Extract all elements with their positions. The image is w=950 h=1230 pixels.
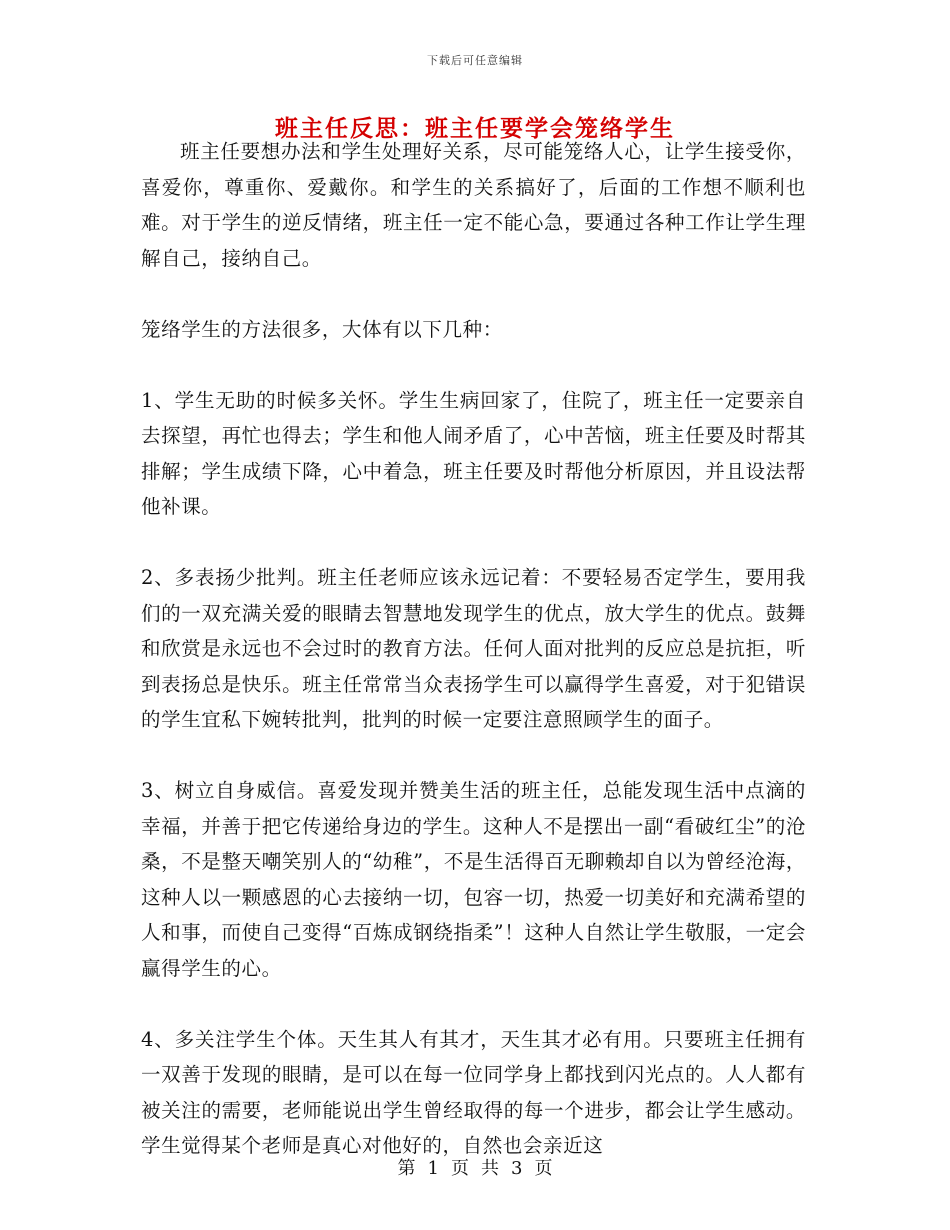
- document-body: [141, 134, 806, 1199]
- paragraph-intro: 班主任要想办法和学生处理好关系，尽可能笼络人心，让学生接受你，喜爱你，尊重你、爱戴你。和学生的关系搞好了，后面的工作想不顺利也难。对于学生的逆反情绪，班主任一定不能心急，要通过各种工作让学生理解自己，接纳自己。: [141, 140, 806, 270]
- footer-page-unit: 页: [451, 1158, 469, 1179]
- page-footer: [0, 1154, 950, 1180]
- paragraph-method-1: 1、学生无助的时候多关怀。学生生病回家了，住院了，班主任一定要亲自去探望，再忙也得去；学生和他人闹矛盾了，心中苦恼，班主任要及时帮其排解；学生成绩下降，心中着急，班主任要及时帮他分析原因，并且设法帮他补课。: [141, 388, 806, 518]
- footer-total-pages: 3: [511, 1158, 523, 1179]
- document-title: 班主任反思：班主任要学会笼络学生: [275, 115, 675, 142]
- footer-page-prefix: 第: [397, 1158, 416, 1179]
- paragraph-method-4: 4、多关注学生个体。天生其人有其才，天生其才必有用。只要班主任拥有一双善于发现的眼睛，是可以在每一位同学身上都找到闪光点的。人人都有被关注的需要，老师能说出学生曾经取得的每一个进步，都会让学生感动。学生觉得某个老师是真心对他好的，自然也会亲近这: [141, 1027, 806, 1157]
- footer-page-number: 1: [427, 1158, 439, 1179]
- footer-total-prefix: 共: [481, 1158, 499, 1179]
- paragraph-methods-lead: 笼络学生的方法很多，大体有以下几种：: [141, 317, 503, 341]
- footer-total-unit: 页: [534, 1158, 553, 1179]
- paragraph-method-3: 3、树立自身威信。喜爱发现并赞美生活的班主任，总能发现生活中点滴的幸福，并善于把它传递给身边的学生。这种人不是摆出一副“看破红尘”的沧桑，不是整天嘲笑别人的“幼稚”，不是生活得百无聊赖却自以为曾经沧海，这种人以一颗感恩的心去接纳一切，包容一切，热爱一切美好和充满希望的人和事，而使自己变得“百炼成钢绕指柔”！这种人自然让学生敬服，一定会赢得学生的心。: [141, 779, 806, 980]
- paragraph-method-2: 2、多表扬少批判。班主任老师应该永远记着：不要轻易否定学生，要用我们的一双充满关爱的眼睛去智慧地发现学生的优点，放大学生的优点。鼓舞和欣赏是永远也不会过时的教育方法。任何人面对批判的反应总是抗拒，听到表扬总是快乐。班主任常常当众表扬学生可以赢得学生喜爱，对于犯错误的学生宜私下婉转批判，批判的时候一定要注意照顾学生的面子。: [141, 566, 806, 731]
- header-note: 下载后可任意编辑: [427, 54, 523, 67]
